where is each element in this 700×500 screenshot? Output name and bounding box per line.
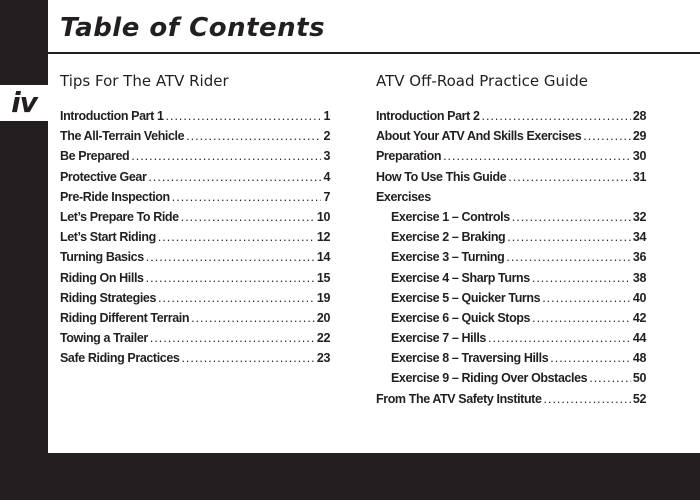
toc-entry-title: Towing a Trailer bbox=[60, 331, 148, 346]
toc-entry[interactable] bbox=[376, 268, 646, 288]
toc-entry-page: 34 bbox=[632, 230, 646, 245]
toc-entry[interactable] bbox=[60, 207, 330, 227]
toc-entry-page: 14 bbox=[316, 250, 330, 265]
toc-entry-title: From The ATV Safety Institute bbox=[376, 391, 542, 406]
toc-entry[interactable] bbox=[60, 227, 330, 247]
toc-entry-page: 20 bbox=[316, 310, 330, 325]
toc-entry-title: Exercises bbox=[376, 189, 431, 204]
section-heading-practice-guide: ATV Off-Road Practice Guide bbox=[376, 72, 588, 90]
toc-entry-title: Exercise 7 – Hills bbox=[391, 331, 486, 346]
toc-leader-dots bbox=[158, 227, 315, 247]
toc-leader-dots bbox=[131, 146, 321, 166]
toc-entry-title: Protective Gear bbox=[60, 169, 147, 184]
toc-entry-title: Exercise 1 – Controls bbox=[391, 209, 510, 224]
toc-entry-page: 52 bbox=[632, 391, 646, 406]
toc-entry[interactable] bbox=[60, 187, 330, 207]
toc-entry[interactable] bbox=[60, 328, 330, 348]
toc-entry-page: 36 bbox=[632, 250, 646, 265]
toc-entry-title: Pre-Ride Inspection bbox=[60, 189, 170, 204]
toc-leader-dots bbox=[150, 328, 315, 348]
toc-entry[interactable] bbox=[376, 146, 646, 166]
toc-entry-page: 48 bbox=[632, 351, 646, 366]
left-margin-bar bbox=[0, 0, 48, 500]
toc-entry-page: 42 bbox=[632, 310, 646, 325]
toc-leader-dots bbox=[544, 389, 631, 409]
toc-entry-page: 50 bbox=[632, 371, 646, 386]
toc-list-tips bbox=[60, 106, 330, 368]
toc-entry[interactable] bbox=[376, 368, 646, 388]
toc-entry[interactable] bbox=[376, 207, 646, 227]
toc-entry-title: Introduction Part 2 bbox=[376, 109, 480, 123]
toc-entry-page: 30 bbox=[632, 149, 646, 164]
toc-entry[interactable] bbox=[376, 389, 646, 409]
toc-entry-page: 22 bbox=[316, 331, 330, 346]
toc-entry-title: Riding Different Terrain bbox=[60, 310, 190, 325]
page-number-tab: iv bbox=[0, 85, 48, 121]
toc-leader-dots bbox=[507, 227, 631, 247]
toc-entry[interactable] bbox=[60, 146, 330, 166]
toc-entry-title: Let’s Start Riding bbox=[60, 230, 156, 245]
toc-entry[interactable] bbox=[60, 247, 330, 267]
toc-entry-page: 12 bbox=[316, 230, 330, 245]
toc-leader-dots bbox=[482, 106, 631, 126]
toc-entry[interactable] bbox=[60, 126, 330, 146]
toc-entry[interactable] bbox=[376, 227, 646, 247]
toc-entry-page: 1 bbox=[323, 109, 330, 123]
toc-leader-dots bbox=[583, 126, 631, 146]
toc-leader-dots bbox=[186, 126, 321, 146]
toc-leader-dots bbox=[443, 146, 631, 166]
toc-column-left bbox=[60, 68, 330, 368]
toc-entry-page: 4 bbox=[323, 169, 330, 184]
page-title: Table of Contents bbox=[60, 13, 326, 43]
toc-entry-page: 15 bbox=[316, 270, 330, 285]
toc-entry-title: Riding Strategies bbox=[60, 290, 156, 305]
toc-entry[interactable] bbox=[60, 106, 330, 126]
toc-entry-page: 23 bbox=[316, 351, 330, 366]
toc-leader-dots bbox=[542, 288, 631, 308]
toc-entry[interactable] bbox=[376, 167, 646, 187]
toc-entry-page: 38 bbox=[632, 270, 646, 285]
toc-leader-dots bbox=[512, 207, 631, 227]
toc-leader-dots bbox=[488, 328, 631, 348]
toc-entry-page: 32 bbox=[632, 209, 646, 224]
toc-entry-title: Preparation bbox=[376, 149, 442, 164]
toc-entry-title: Exercise 2 – Braking bbox=[391, 230, 506, 245]
toc-leader-dots bbox=[181, 207, 315, 227]
toc-leader-dots bbox=[550, 348, 631, 368]
toc-entry-title: Safe Riding Practices bbox=[60, 351, 180, 366]
toc-column-right bbox=[376, 68, 646, 409]
toc-leader-dots bbox=[172, 187, 322, 207]
toc-leader-dots bbox=[148, 167, 321, 187]
toc-entry[interactable] bbox=[376, 288, 646, 308]
toc-leader-dots bbox=[506, 247, 631, 267]
toc-entry-title: Exercise 3 – Turning bbox=[391, 250, 505, 265]
toc-entry[interactable] bbox=[60, 268, 330, 288]
toc-entry-page: 31 bbox=[632, 169, 646, 184]
toc-entry[interactable] bbox=[376, 247, 646, 267]
toc-list-practice-guide bbox=[376, 106, 646, 409]
toc-entry-page: 7 bbox=[323, 189, 330, 204]
toc-group-label-exercises bbox=[376, 187, 646, 207]
toc-entry[interactable] bbox=[60, 167, 330, 187]
toc-entry[interactable] bbox=[376, 106, 646, 126]
toc-leader-dots bbox=[532, 308, 631, 328]
toc-leader-dots bbox=[181, 348, 314, 368]
toc-leader-dots bbox=[158, 288, 315, 308]
toc-entry[interactable] bbox=[376, 348, 646, 368]
toc-entry[interactable] bbox=[376, 308, 646, 328]
toc-leader-dots bbox=[532, 268, 631, 288]
toc-entry-page: 28 bbox=[632, 109, 646, 123]
toc-entry-title: Exercise 8 – Traversing Hills bbox=[391, 351, 549, 366]
bottom-footer-bar bbox=[0, 453, 700, 500]
toc-entry-title: The All-Terrain Vehicle bbox=[60, 129, 185, 144]
toc-entry[interactable] bbox=[60, 288, 330, 308]
toc-entry-page: 2 bbox=[323, 129, 330, 144]
toc-entry[interactable] bbox=[376, 328, 646, 348]
toc-entry-page: 19 bbox=[316, 290, 330, 305]
toc-entry-page: 44 bbox=[632, 331, 646, 346]
toc-entry-title: How To Use This Guide bbox=[376, 169, 507, 184]
toc-leader-dots bbox=[166, 106, 322, 126]
toc-entry[interactable] bbox=[60, 348, 330, 368]
toc-entry[interactable] bbox=[60, 308, 330, 328]
toc-entry-title: Let’s Prepare To Ride bbox=[60, 209, 179, 224]
header-divider bbox=[48, 52, 700, 54]
toc-entry-title: About Your ATV And Skills Exercises bbox=[376, 129, 582, 144]
toc-entry-title: Exercise 6 – Quick Stops bbox=[391, 310, 531, 325]
toc-entry-title: Introduction Part 1 bbox=[60, 109, 164, 123]
toc-entry-title: Riding On Hills bbox=[60, 270, 144, 285]
toc-leader-dots bbox=[146, 247, 315, 267]
toc-leader-dots bbox=[508, 167, 631, 187]
toc-leader-dots bbox=[589, 368, 631, 388]
toc-entry-title: Exercise 4 – Sharp Turns bbox=[391, 270, 530, 285]
toc-entry[interactable] bbox=[376, 126, 646, 146]
toc-leader-dots bbox=[191, 308, 315, 328]
toc-entry-title: Exercise 5 – Quicker Turns bbox=[391, 290, 541, 305]
section-heading-tips: Tips For The ATV Rider bbox=[60, 72, 229, 90]
toc-entry-title: Exercise 9 – Riding Over Obstacles bbox=[391, 371, 588, 386]
toc-entry-title: Turning Basics bbox=[60, 250, 144, 265]
toc-entry-page: 40 bbox=[632, 290, 646, 305]
toc-entry-page: 3 bbox=[323, 149, 330, 164]
toc-leader-dots bbox=[146, 268, 315, 288]
toc-entry-page: 10 bbox=[316, 209, 330, 224]
toc-entry-page: 29 bbox=[632, 129, 646, 144]
toc-entry-title: Be Prepared bbox=[60, 149, 130, 164]
